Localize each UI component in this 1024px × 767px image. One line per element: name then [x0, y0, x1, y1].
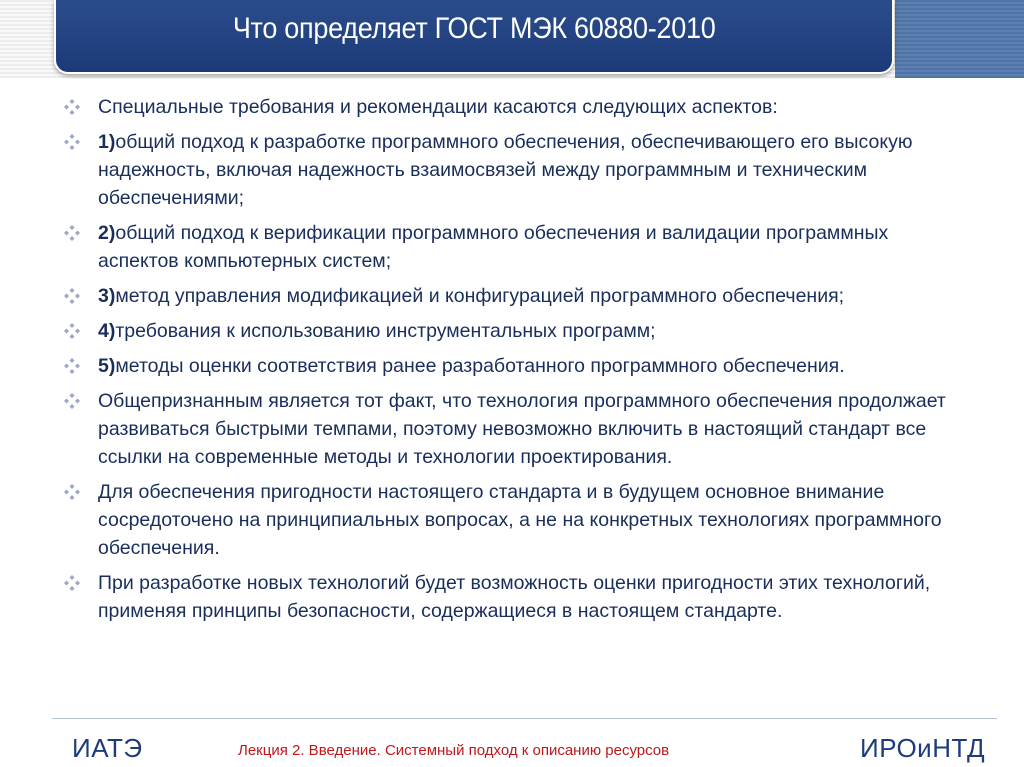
diamond-bullet-icon — [62, 569, 98, 597]
footer-divider — [52, 718, 997, 719]
diamond-bullet-icon — [62, 352, 98, 380]
bullet-list — [62, 93, 962, 632]
diamond-bullet-icon — [62, 387, 98, 415]
diamond-bullet-icon — [62, 317, 98, 345]
item-text: 3)метод управления модификацией и конфигурацией программного обеспечения; — [98, 285, 845, 307]
diamond-bullet-icon — [62, 128, 98, 156]
list-item — [62, 282, 962, 310]
item-text: Общепризнанным является тот факт, что технология программного обеспечения продолжает развиваться быстрыми темпами, поэтому невозможно включить в настоящий стандарт все ссылки на современные методы и технологии проектирования. — [98, 390, 946, 468]
diamond-bullet-icon — [62, 93, 98, 121]
item-text: При разработке новых технологий будет возможность оценки пригодности этих технологий, применяя принципы безопасности, содержащиеся в настоящем стандарте. — [98, 572, 931, 622]
diamond-bullet-icon — [62, 478, 98, 506]
list-item — [62, 317, 962, 345]
item-text: 1)общий подход к разработке программного обеспечения, обеспечивающего его высокую надежность, включая надежность взаимосвязей между программным и техническим обеспечениями; — [98, 131, 913, 209]
list-item — [62, 478, 962, 562]
list-item — [62, 352, 962, 380]
item-text: Для обеспечения пригодности настоящего стандарта и в будущем основное внимание сосредоточено на принципиальных вопросах, а не на конкретных технологиях программного обеспечения. — [98, 481, 942, 559]
footer-department: ИРОиНТД — [860, 733, 986, 763]
footer-lecture-title: Лекция 2. Введение. Системный подход к описанию ресурсов — [238, 742, 670, 759]
diamond-bullet-icon — [62, 282, 98, 310]
title-banner — [54, 0, 894, 74]
item-text: Специальные требования и рекомендации касаются следующих аспектов: — [98, 96, 778, 118]
list-item — [62, 93, 962, 121]
slide-title: Что определяет ГОСТ МЭК 60880-2010 — [232, 12, 716, 45]
diamond-bullet-icon — [62, 219, 98, 247]
item-text: 4)требования к использованию инструментальных программ; — [98, 320, 656, 342]
list-item — [62, 387, 962, 471]
item-text: 2)общий подход к верификации программного обеспечения и валидации программных аспектов компьютерных систем; — [98, 222, 889, 272]
list-item — [62, 569, 962, 625]
list-item — [62, 128, 962, 212]
footer-institute: ИАТЭ — [72, 733, 143, 763]
list-item — [62, 219, 962, 275]
item-text: 5)методы оценки соответствия ранее разработанного программного обеспечения. — [98, 355, 845, 377]
header-accent-band — [895, 0, 1024, 78]
